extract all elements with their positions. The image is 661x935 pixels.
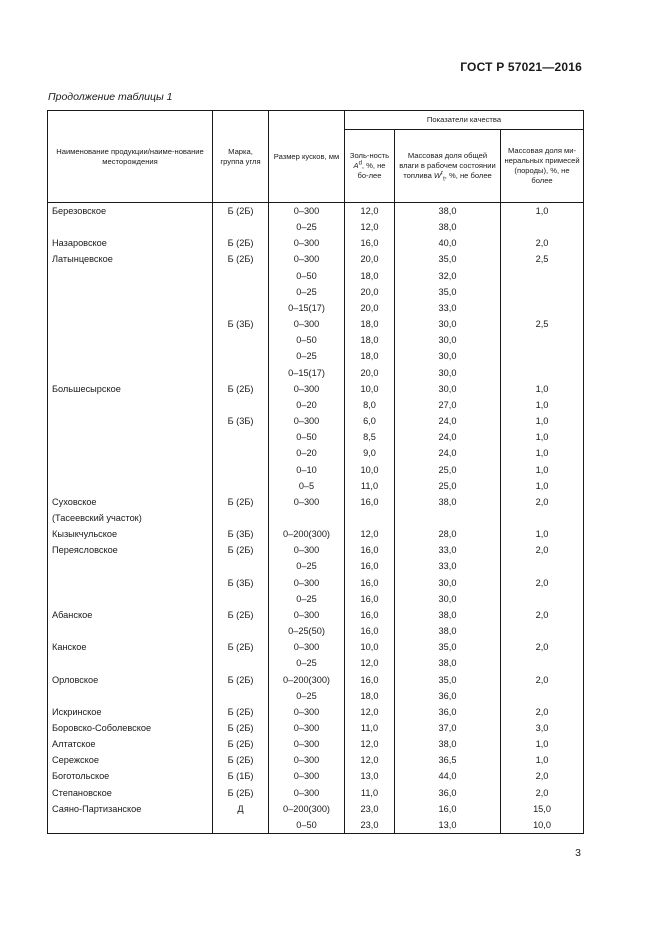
cell-mineral: 3,0 bbox=[501, 720, 584, 736]
cell-lump-size: 0–300 bbox=[269, 785, 345, 801]
cell-lump-size: 0–300 bbox=[269, 381, 345, 397]
cell-moisture: 38,0 bbox=[395, 655, 501, 671]
cell-deposit-name bbox=[48, 284, 213, 300]
cell-moisture: 24,0 bbox=[395, 413, 501, 429]
cell-ash: 12,0 bbox=[345, 219, 395, 235]
cell-mineral bbox=[501, 591, 584, 607]
cell-lump-size: 0–20 bbox=[269, 397, 345, 413]
header-quality-indicators: Показатели качества bbox=[345, 111, 584, 130]
cell-mineral: 1,0 bbox=[501, 526, 584, 542]
cell-moisture: 13,0 bbox=[395, 817, 501, 834]
cell-moisture: 25,0 bbox=[395, 478, 501, 494]
cell-deposit-name bbox=[48, 558, 213, 574]
cell-ash: 11,0 bbox=[345, 785, 395, 801]
cell-moisture: 36,5 bbox=[395, 752, 501, 768]
cell-moisture: 38,0 bbox=[395, 203, 501, 220]
cell-deposit-name bbox=[48, 268, 213, 284]
cell-ash: 18,0 bbox=[345, 688, 395, 704]
cell-deposit-name bbox=[48, 348, 213, 364]
cell-mineral bbox=[501, 284, 584, 300]
cell-coal-grade bbox=[213, 365, 269, 381]
cell-ash: 6,0 bbox=[345, 413, 395, 429]
cell-deposit-name: Орловское bbox=[48, 672, 213, 688]
cell-mineral bbox=[501, 510, 584, 526]
table-row bbox=[48, 736, 584, 752]
cell-ash: 16,0 bbox=[345, 591, 395, 607]
cell-ash: 8,5 bbox=[345, 429, 395, 445]
cell-mineral: 2,0 bbox=[501, 672, 584, 688]
cell-mineral bbox=[501, 558, 584, 574]
cell-moisture: 33,0 bbox=[395, 558, 501, 574]
cell-coal-grade: Б (2Б) bbox=[213, 203, 269, 220]
header-moisture-content: Массовая доля общей влаги в рабочем состоянии топлива $W^r_t$, %, не более bbox=[395, 130, 501, 203]
cell-ash: 16,0 bbox=[345, 542, 395, 558]
header-coal-grade: Марка, группа угля bbox=[213, 111, 269, 203]
cell-moisture: 28,0 bbox=[395, 526, 501, 542]
cell-ash bbox=[345, 510, 395, 526]
cell-lump-size: 0–300 bbox=[269, 251, 345, 267]
table-row bbox=[48, 235, 584, 251]
cell-coal-grade bbox=[213, 429, 269, 445]
cell-coal-grade: Б (3Б) bbox=[213, 526, 269, 542]
cell-moisture: 30,0 bbox=[395, 316, 501, 332]
cell-moisture: 36,0 bbox=[395, 688, 501, 704]
cell-mineral: 2,0 bbox=[501, 542, 584, 558]
cell-coal-grade: Б (2Б) bbox=[213, 607, 269, 623]
cell-coal-grade: Б (3Б) bbox=[213, 575, 269, 591]
cell-mineral bbox=[501, 268, 584, 284]
cell-ash: 16,0 bbox=[345, 558, 395, 574]
cell-moisture: 38,0 bbox=[395, 607, 501, 623]
table-row bbox=[48, 300, 584, 316]
cell-moisture: 24,0 bbox=[395, 429, 501, 445]
cell-moisture: 35,0 bbox=[395, 284, 501, 300]
cell-ash: 18,0 bbox=[345, 348, 395, 364]
cell-ash: 16,0 bbox=[345, 672, 395, 688]
cell-deposit-name bbox=[48, 429, 213, 445]
cell-lump-size: 0–300 bbox=[269, 413, 345, 429]
cell-moisture: 38,0 bbox=[395, 219, 501, 235]
cell-ash: 9,0 bbox=[345, 445, 395, 461]
cell-ash: 10,0 bbox=[345, 381, 395, 397]
cell-coal-grade bbox=[213, 655, 269, 671]
cell-deposit-name: Суховское bbox=[48, 494, 213, 510]
cell-coal-grade: Б (2Б) bbox=[213, 381, 269, 397]
cell-moisture: 35,0 bbox=[395, 251, 501, 267]
table-row bbox=[48, 526, 584, 542]
cell-deposit-name: Абанское bbox=[48, 607, 213, 623]
table-body bbox=[48, 203, 584, 834]
table-row bbox=[48, 752, 584, 768]
cell-coal-grade bbox=[213, 348, 269, 364]
cell-ash: 12,0 bbox=[345, 752, 395, 768]
standard-designation: ГОСТ Р 57021—2016 bbox=[460, 60, 582, 74]
cell-ash: 20,0 bbox=[345, 300, 395, 316]
cell-moisture: 40,0 bbox=[395, 235, 501, 251]
cell-lump-size: 0–15(17) bbox=[269, 300, 345, 316]
cell-moisture: 30,0 bbox=[395, 365, 501, 381]
cell-deposit-name: Канское bbox=[48, 639, 213, 655]
table-row bbox=[48, 348, 584, 364]
table-row bbox=[48, 768, 584, 784]
cell-ash: 16,0 bbox=[345, 607, 395, 623]
cell-lump-size: 0–300 bbox=[269, 203, 345, 220]
cell-deposit-name: Степановское bbox=[48, 785, 213, 801]
cell-ash: 12,0 bbox=[345, 203, 395, 220]
cell-coal-grade: Б (2Б) bbox=[213, 752, 269, 768]
cell-lump-size: 0–50 bbox=[269, 817, 345, 834]
cell-coal-grade bbox=[213, 817, 269, 834]
cell-deposit-name bbox=[48, 219, 213, 235]
cell-deposit-name: Березовское bbox=[48, 203, 213, 220]
cell-mineral: 1,0 bbox=[501, 397, 584, 413]
cell-moisture: 30,0 bbox=[395, 348, 501, 364]
cell-deposit-name: (Тасеевский участок) bbox=[48, 510, 213, 526]
table-row bbox=[48, 332, 584, 348]
table-row bbox=[48, 478, 584, 494]
cell-lump-size: 0–25 bbox=[269, 348, 345, 364]
cell-deposit-name: Алтатское bbox=[48, 736, 213, 752]
table-row bbox=[48, 672, 584, 688]
cell-lump-size: 0–25 bbox=[269, 219, 345, 235]
cell-moisture: 35,0 bbox=[395, 672, 501, 688]
cell-coal-grade bbox=[213, 478, 269, 494]
cell-coal-grade: Д bbox=[213, 801, 269, 817]
cell-ash: 18,0 bbox=[345, 332, 395, 348]
cell-coal-grade bbox=[213, 284, 269, 300]
cell-mineral: 1,0 bbox=[501, 462, 584, 478]
cell-deposit-name bbox=[48, 316, 213, 332]
cell-deposit-name: Сережское bbox=[48, 752, 213, 768]
cell-moisture: 44,0 bbox=[395, 768, 501, 784]
cell-ash: 16,0 bbox=[345, 494, 395, 510]
table-row bbox=[48, 219, 584, 235]
cell-coal-grade: Б (3Б) bbox=[213, 316, 269, 332]
cell-lump-size: 0–50 bbox=[269, 429, 345, 445]
cell-moisture: 27,0 bbox=[395, 397, 501, 413]
cell-deposit-name: Латынцевское bbox=[48, 251, 213, 267]
cell-lump-size: 0–50 bbox=[269, 332, 345, 348]
table-row bbox=[48, 623, 584, 639]
cell-lump-size: 0–20 bbox=[269, 445, 345, 461]
cell-mineral bbox=[501, 348, 584, 364]
cell-mineral: 2,0 bbox=[501, 639, 584, 655]
cell-moisture: 32,0 bbox=[395, 268, 501, 284]
cell-deposit-name bbox=[48, 365, 213, 381]
cell-coal-grade: Б (2Б) bbox=[213, 785, 269, 801]
header-lump-size: Размер кусков, мм bbox=[269, 111, 345, 203]
cell-mineral: 1,0 bbox=[501, 736, 584, 752]
cell-mineral: 2,0 bbox=[501, 575, 584, 591]
cell-coal-grade bbox=[213, 268, 269, 284]
header-mineral-impurities: Массовая доля ми-неральных примесей (породы), %, не более bbox=[501, 130, 584, 203]
cell-moisture: 36,0 bbox=[395, 785, 501, 801]
cell-ash: 16,0 bbox=[345, 623, 395, 639]
cell-mineral bbox=[501, 219, 584, 235]
cell-ash: 18,0 bbox=[345, 316, 395, 332]
table-row bbox=[48, 591, 584, 607]
cell-ash: 20,0 bbox=[345, 284, 395, 300]
cell-ash: 10,0 bbox=[345, 639, 395, 655]
cell-moisture: 33,0 bbox=[395, 300, 501, 316]
cell-deposit-name: Боготольское bbox=[48, 768, 213, 784]
cell-ash: 23,0 bbox=[345, 801, 395, 817]
table-row bbox=[48, 268, 584, 284]
cell-lump-size: 0–25 bbox=[269, 558, 345, 574]
cell-lump-size: 0–25 bbox=[269, 284, 345, 300]
table-row bbox=[48, 607, 584, 623]
cell-ash: 11,0 bbox=[345, 478, 395, 494]
cell-coal-grade bbox=[213, 397, 269, 413]
table-row bbox=[48, 801, 584, 817]
cell-deposit-name: Боровско-Соболевское bbox=[48, 720, 213, 736]
table-row bbox=[48, 704, 584, 720]
cell-moisture: 30,0 bbox=[395, 591, 501, 607]
cell-lump-size: 0–300 bbox=[269, 607, 345, 623]
cell-moisture: 16,0 bbox=[395, 801, 501, 817]
cell-lump-size: 0–300 bbox=[269, 736, 345, 752]
cell-lump-size: 0–300 bbox=[269, 704, 345, 720]
cell-coal-grade: Б (2Б) bbox=[213, 720, 269, 736]
cell-coal-grade bbox=[213, 219, 269, 235]
cell-moisture: 25,0 bbox=[395, 462, 501, 478]
header-ash-content: Золь-ность $A^d$, %, не бо-лее bbox=[345, 130, 395, 203]
cell-moisture: 33,0 bbox=[395, 542, 501, 558]
table-row bbox=[48, 720, 584, 736]
cell-deposit-name: Большесырское bbox=[48, 381, 213, 397]
table-row bbox=[48, 494, 584, 510]
cell-lump-size: 0–25 bbox=[269, 688, 345, 704]
table-row bbox=[48, 510, 584, 526]
cell-deposit-name: Саяно-Партизанское bbox=[48, 801, 213, 817]
cell-mineral: 1,0 bbox=[501, 478, 584, 494]
table-row bbox=[48, 429, 584, 445]
table-row bbox=[48, 203, 584, 220]
cell-ash: 16,0 bbox=[345, 235, 395, 251]
cell-mineral: 1,0 bbox=[501, 429, 584, 445]
cell-coal-grade: Б (1Б) bbox=[213, 768, 269, 784]
cell-moisture: 30,0 bbox=[395, 332, 501, 348]
cell-mineral bbox=[501, 332, 584, 348]
cell-lump-size: 0–50 bbox=[269, 268, 345, 284]
table-row bbox=[48, 688, 584, 704]
cell-deposit-name bbox=[48, 413, 213, 429]
cell-ash: 18,0 bbox=[345, 268, 395, 284]
cell-moisture: 37,0 bbox=[395, 720, 501, 736]
cell-lump-size: 0–300 bbox=[269, 752, 345, 768]
cell-deposit-name bbox=[48, 688, 213, 704]
table-row bbox=[48, 397, 584, 413]
cell-mineral: 1,0 bbox=[501, 203, 584, 220]
cell-mineral: 15,0 bbox=[501, 801, 584, 817]
cell-ash: 16,0 bbox=[345, 575, 395, 591]
cell-coal-grade bbox=[213, 688, 269, 704]
cell-coal-grade bbox=[213, 558, 269, 574]
cell-lump-size: 0–25(50) bbox=[269, 623, 345, 639]
cell-deposit-name bbox=[48, 478, 213, 494]
cell-mineral: 2,0 bbox=[501, 494, 584, 510]
cell-coal-grade bbox=[213, 462, 269, 478]
cell-lump-size: 0–200(300) bbox=[269, 526, 345, 542]
cell-mineral: 2,5 bbox=[501, 251, 584, 267]
cell-ash: 13,0 bbox=[345, 768, 395, 784]
cell-moisture: 38,0 bbox=[395, 623, 501, 639]
cell-coal-grade: Б (3Б) bbox=[213, 413, 269, 429]
cell-lump-size: 0–300 bbox=[269, 768, 345, 784]
table-row bbox=[48, 316, 584, 332]
cell-lump-size: 0–10 bbox=[269, 462, 345, 478]
cell-coal-grade: Б (2Б) bbox=[213, 251, 269, 267]
table-row bbox=[48, 462, 584, 478]
cell-mineral: 1,0 bbox=[501, 752, 584, 768]
cell-mineral: 2,0 bbox=[501, 768, 584, 784]
cell-coal-grade bbox=[213, 623, 269, 639]
cell-deposit-name: Назаровское bbox=[48, 235, 213, 251]
cell-deposit-name bbox=[48, 300, 213, 316]
cell-lump-size: 0–5 bbox=[269, 478, 345, 494]
cell-deposit-name bbox=[48, 397, 213, 413]
table-row bbox=[48, 817, 584, 834]
cell-deposit-name bbox=[48, 462, 213, 478]
cell-mineral: 10,0 bbox=[501, 817, 584, 834]
table-row bbox=[48, 251, 584, 267]
table-row bbox=[48, 558, 584, 574]
header-product-name: Наименование продукции/наиме-нование месторождения bbox=[48, 111, 213, 203]
cell-mineral: 1,0 bbox=[501, 381, 584, 397]
cell-deposit-name bbox=[48, 445, 213, 461]
cell-lump-size: 0–200(300) bbox=[269, 801, 345, 817]
cell-deposit-name bbox=[48, 655, 213, 671]
cell-coal-grade bbox=[213, 510, 269, 526]
cell-deposit-name bbox=[48, 575, 213, 591]
cell-lump-size: 0–300 bbox=[269, 720, 345, 736]
table-row bbox=[48, 381, 584, 397]
cell-moisture: 38,0 bbox=[395, 494, 501, 510]
cell-mineral bbox=[501, 300, 584, 316]
coal-quality-table bbox=[47, 110, 584, 834]
cell-lump-size: 0–300 bbox=[269, 316, 345, 332]
cell-coal-grade: Б (2Б) bbox=[213, 494, 269, 510]
cell-mineral: 1,0 bbox=[501, 445, 584, 461]
cell-coal-grade: Б (2Б) bbox=[213, 704, 269, 720]
cell-mineral bbox=[501, 365, 584, 381]
cell-coal-grade bbox=[213, 300, 269, 316]
cell-lump-size bbox=[269, 510, 345, 526]
cell-mineral: 2,0 bbox=[501, 235, 584, 251]
cell-ash: 23,0 bbox=[345, 817, 395, 834]
cell-deposit-name: Искринское bbox=[48, 704, 213, 720]
cell-moisture: 30,0 bbox=[395, 381, 501, 397]
cell-mineral: 1,0 bbox=[501, 413, 584, 429]
cell-ash: 20,0 bbox=[345, 251, 395, 267]
cell-coal-grade: Б (2Б) bbox=[213, 736, 269, 752]
cell-lump-size: 0–25 bbox=[269, 655, 345, 671]
cell-coal-grade bbox=[213, 332, 269, 348]
cell-ash: 20,0 bbox=[345, 365, 395, 381]
table-row bbox=[48, 365, 584, 381]
cell-coal-grade bbox=[213, 445, 269, 461]
cell-moisture: 35,0 bbox=[395, 639, 501, 655]
cell-ash: 12,0 bbox=[345, 655, 395, 671]
cell-coal-grade: Б (2Б) bbox=[213, 542, 269, 558]
cell-mineral: 2,0 bbox=[501, 785, 584, 801]
cell-ash: 12,0 bbox=[345, 736, 395, 752]
table-row bbox=[48, 284, 584, 300]
table-caption: Продолжение таблицы 1 bbox=[48, 91, 173, 103]
cell-lump-size: 0–200(300) bbox=[269, 672, 345, 688]
cell-lump-size: 0–15(17) bbox=[269, 365, 345, 381]
cell-mineral bbox=[501, 655, 584, 671]
cell-mineral: 2,0 bbox=[501, 704, 584, 720]
cell-moisture: 30,0 bbox=[395, 575, 501, 591]
cell-lump-size: 0–300 bbox=[269, 542, 345, 558]
cell-moisture: 36,0 bbox=[395, 704, 501, 720]
cell-coal-grade: Б (2Б) bbox=[213, 639, 269, 655]
cell-moisture: 24,0 bbox=[395, 445, 501, 461]
cell-ash: 10,0 bbox=[345, 462, 395, 478]
cell-mineral bbox=[501, 688, 584, 704]
cell-lump-size: 0–300 bbox=[269, 235, 345, 251]
cell-deposit-name bbox=[48, 817, 213, 834]
cell-mineral bbox=[501, 623, 584, 639]
page-number: 3 bbox=[575, 847, 581, 859]
cell-deposit-name: Кызыкчульское bbox=[48, 526, 213, 542]
cell-ash: 12,0 bbox=[345, 526, 395, 542]
cell-deposit-name bbox=[48, 332, 213, 348]
cell-mineral: 2,0 bbox=[501, 607, 584, 623]
cell-moisture bbox=[395, 510, 501, 526]
table-row bbox=[48, 785, 584, 801]
table-row bbox=[48, 639, 584, 655]
cell-deposit-name bbox=[48, 591, 213, 607]
cell-ash: 11,0 bbox=[345, 720, 395, 736]
table-row bbox=[48, 575, 584, 591]
cell-lump-size: 0–300 bbox=[269, 639, 345, 655]
cell-lump-size: 0–300 bbox=[269, 575, 345, 591]
cell-ash: 8,0 bbox=[345, 397, 395, 413]
cell-moisture: 38,0 bbox=[395, 736, 501, 752]
cell-lump-size: 0–25 bbox=[269, 591, 345, 607]
table-row bbox=[48, 655, 584, 671]
cell-deposit-name bbox=[48, 623, 213, 639]
cell-mineral: 2,5 bbox=[501, 316, 584, 332]
cell-coal-grade bbox=[213, 591, 269, 607]
cell-coal-grade: Б (2Б) bbox=[213, 672, 269, 688]
cell-deposit-name: Переясловское bbox=[48, 542, 213, 558]
table-row bbox=[48, 542, 584, 558]
table-row bbox=[48, 445, 584, 461]
cell-coal-grade: Б (2Б) bbox=[213, 235, 269, 251]
cell-ash: 12,0 bbox=[345, 704, 395, 720]
cell-lump-size: 0–300 bbox=[269, 494, 345, 510]
table-row bbox=[48, 413, 584, 429]
